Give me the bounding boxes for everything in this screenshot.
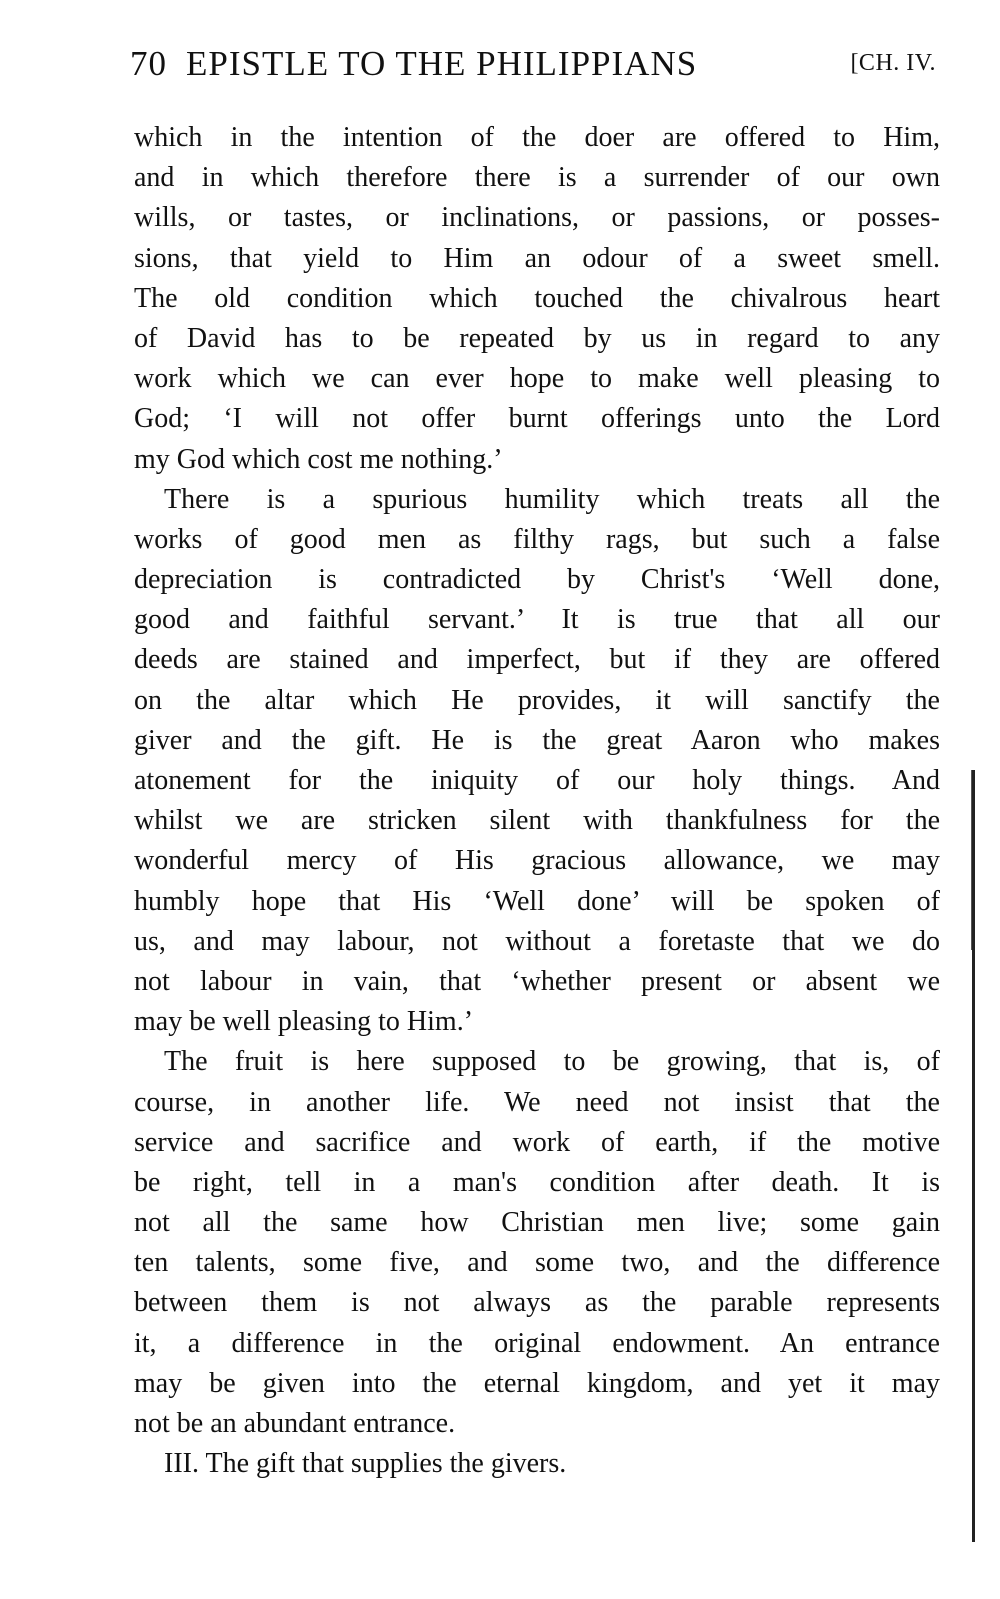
text-line: ten talents, some five, and some two, and the difference xyxy=(134,1247,940,1279)
text-line: which in the intention of the doer are offered to Him, xyxy=(134,122,940,153)
text-line: not be an abundant entrance. xyxy=(134,1408,456,1439)
text-line: course, in another life. We need not insist that the xyxy=(134,1086,940,1118)
text-line: service and sacrifice and work of earth, if the motive xyxy=(134,1126,940,1158)
chapter-label: [CH. IV. xyxy=(850,50,936,76)
body-text xyxy=(134,118,940,1484)
text-line: between them is not always as the parable represents xyxy=(134,1287,940,1319)
running-head xyxy=(130,44,950,92)
text-line: may be well pleasing to Him.’ xyxy=(134,1006,474,1038)
text-line: deeds are stained and imperfect, but if they are offered xyxy=(134,644,940,676)
page-number: 70 xyxy=(130,44,167,83)
text-line: my God which cost me nothing.’ xyxy=(134,443,503,475)
text-line: God; ‘I will not offer burnt offerings unto the Lord xyxy=(134,403,940,435)
text-line: depreciation is contradicted by Christ's ‘Well done, xyxy=(134,564,940,596)
text-line: may be given into the eternal kingdom, and yet it may xyxy=(134,1367,940,1399)
text-line: humbly hope that His ‘Well done’ will be spoken of xyxy=(134,885,940,917)
text-line: The old condition which touched the chivalrous heart xyxy=(134,282,940,314)
text-line: giver and the gift. He is the great Aaron who makes xyxy=(134,724,940,756)
text-line: sions, that yield to Him an odour of a sweet smell. xyxy=(134,242,940,274)
text-line: wonderful mercy of His gracious allowance, we may xyxy=(134,845,940,877)
text-line: work which we can ever hope to make well pleasing to xyxy=(134,363,940,395)
margin-scan-line xyxy=(972,770,975,1542)
book-title: EPISTLE TO THE PHILIPPIANS xyxy=(186,44,698,83)
text-line: be right, tell in a man's condition after death. It is xyxy=(134,1166,940,1198)
section-heading: III. The gift that supplies the givers. xyxy=(164,1448,567,1480)
text-line: atonement for the iniquity of our holy things. And xyxy=(134,765,940,796)
text-line: works of good men as filthy rags, but such a false xyxy=(134,523,940,555)
text-line: it, a difference in the original endowment. An entrance xyxy=(134,1327,940,1359)
text-line: good and faithful servant.’ It is true that all our xyxy=(134,604,940,636)
text-line: not labour in vain, that ‘whether present or absent we xyxy=(134,965,940,997)
text-line: The fruit is here supposed to be growing, that is, of xyxy=(164,1046,940,1078)
text-line: wills, or tastes, or inclinations, or passions, or posses- xyxy=(134,202,940,234)
text-line: not all the same how Christian men live; some gain xyxy=(134,1207,940,1239)
text-line: There is a spurious humility which treats all the xyxy=(164,483,940,515)
text-line: whilst we are stricken silent with thankfulness for the xyxy=(134,805,940,837)
text-line: and in which therefore there is a surrender of our own xyxy=(134,162,940,194)
text-line: us, and may labour, not without a foretaste that we do xyxy=(134,925,940,957)
text-line: on the altar which He provides, it will sanctify the xyxy=(134,684,940,716)
text-line: of David has to be repeated by us in regard to any xyxy=(134,322,940,354)
